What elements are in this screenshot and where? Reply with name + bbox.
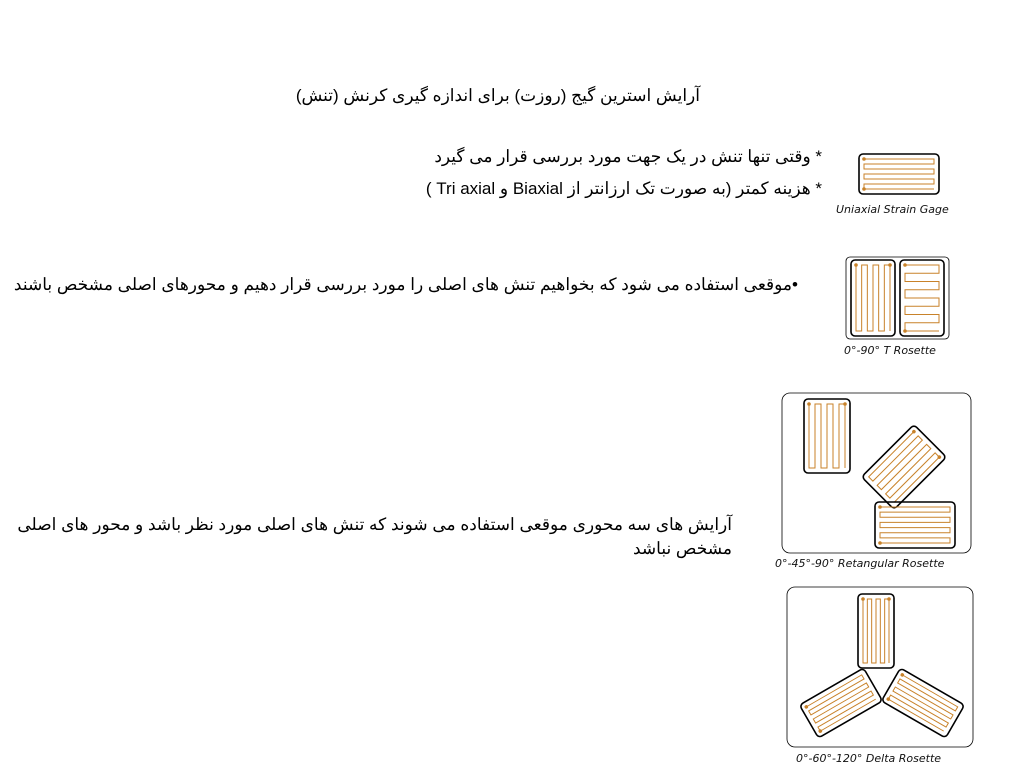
triaxial-paragraph: آرایش های سه محوری موقعی استفاده می شوند که تنش های اصلی مورد نظر باشد و محور های اصلی مشخص نباشد [17, 515, 732, 558]
gage-solder-tab [903, 329, 907, 333]
t-rosette-paragraph: •موقعی استفاده می شود که بخواهیم تنش های اصلی را مورد بررسی قرار دهیم و محورهای اصلی مشخص باشند [13, 275, 798, 294]
uniaxial-gage-figure [855, 150, 945, 200]
rectangular-rosette-0-grid [804, 399, 850, 473]
gage-grid-line [863, 599, 889, 663]
t-rosette-caption: 0°-90° T Rosette [844, 344, 936, 357]
gage-solder-tab [900, 672, 905, 677]
rectangular-rosette-45-grid [862, 425, 947, 510]
delta-rosette-0-grid [858, 594, 894, 668]
t-rosette-horizontal-grid [900, 260, 944, 336]
rectangular-rosette-90-grid [875, 502, 955, 548]
t-rosette-vertical-grid [851, 260, 895, 336]
gage-grid-line [809, 404, 845, 468]
gage-solder-tab [878, 541, 882, 545]
gage-solder-tab [862, 187, 866, 191]
delta-rosette-caption: 0°-60°-120° Delta Rosette [796, 752, 942, 765]
delta-rosette-60-grid [799, 668, 882, 738]
rectangular-rosette-figure [781, 392, 973, 556]
gage-solder-tab [886, 697, 891, 702]
gage-grid-line [905, 265, 939, 331]
gage-solder-tab [888, 263, 892, 267]
uniaxial-caption: Uniaxial Strain Gage [836, 203, 949, 216]
gage-solder-tab [878, 505, 882, 509]
t-rosette-figure [845, 256, 951, 342]
gage-grid-line [888, 675, 957, 731]
gage-solder-tab [887, 597, 891, 601]
gage-solder-tab [854, 263, 858, 267]
gage-grid-line [880, 507, 950, 543]
gage-backing [875, 502, 955, 548]
gage-grid-line [864, 159, 934, 189]
gage-solder-tab [818, 729, 823, 734]
gage-solder-tab [807, 402, 811, 406]
gage-solder-tab [843, 402, 847, 406]
gage-solder-tab [903, 263, 907, 267]
gage-solder-tab [861, 597, 865, 601]
delta-rosette-120-grid [881, 668, 964, 738]
delta-rosette-figure [786, 586, 976, 750]
gage-grid-line [806, 675, 875, 731]
uniaxial-bullet-2: * هزینه کمتر (به صورت تک ارزانتر از Biaxial و Tri axial ) [425, 179, 822, 198]
slide-title: آرایش استرین گیج (روزت) برای اندازه گیری کرنش (تنش) [295, 86, 700, 105]
uniaxial-bullet-1: * وقتی تنها تنش در یک جهت مورد بررسی قرار می گیرد [434, 147, 822, 166]
gage-grid-line [869, 432, 940, 503]
gage-solder-tab [804, 704, 809, 709]
gage-grid-line [856, 265, 890, 331]
uniaxial-grid [859, 154, 939, 194]
gage-solder-tab [862, 157, 866, 161]
rectangular-rosette-caption: 0°-45°-90° Retangular Rosette [775, 557, 945, 570]
